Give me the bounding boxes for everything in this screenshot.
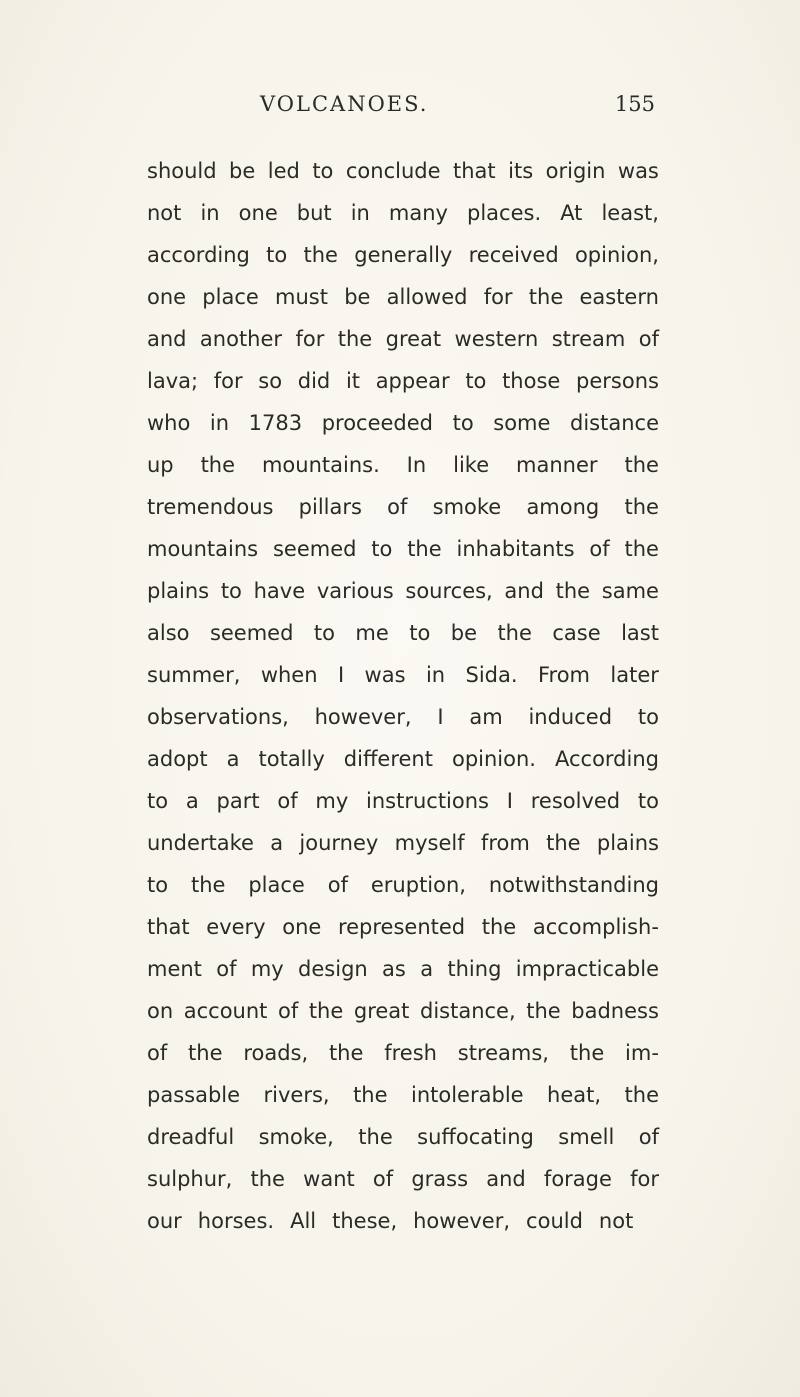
- page-number: 155: [614, 92, 655, 116]
- text-line: that every one represented the accomplish-: [147, 915, 659, 939]
- text-line: also seemed to me to be the case last: [147, 621, 659, 645]
- text-line: according to the generally received opinion,: [147, 243, 659, 267]
- text-line: lava; for so did it appear to those persons: [147, 369, 659, 393]
- text-line: sulphur, the want of grass and forage for: [147, 1167, 659, 1191]
- running-title: VOLCANOES.: [260, 92, 429, 116]
- text-line: summer, when I was in Sida. From later: [147, 663, 659, 687]
- text-line: passable rivers, the intolerable heat, the: [147, 1083, 659, 1107]
- text-line: not in one but in many places. At least,: [147, 201, 659, 225]
- text-line: plains to have various sources, and the same: [147, 579, 659, 603]
- text-line: undertake a journey myself from the plains: [147, 831, 659, 855]
- text-line: on account of the great distance, the badness: [147, 999, 659, 1023]
- page-header: [260, 92, 655, 122]
- text-line: up the mountains. In like manner the: [147, 453, 659, 477]
- text-line: one place must be allowed for the eastern: [147, 285, 659, 309]
- text-line: ment of my design as a thing impracticable: [147, 957, 659, 981]
- text-line: tremendous pillars of smoke among the: [147, 495, 659, 519]
- text-line: and another for the great western stream of: [147, 327, 659, 351]
- text-line: should be led to conclude that its origin was: [147, 159, 659, 183]
- text-line: to the place of eruption, notwithstanding: [147, 873, 659, 897]
- text-line: adopt a totally different opinion. According: [147, 747, 659, 771]
- body-text: [147, 150, 659, 1242]
- text-line: our horses. All these, however, could not: [147, 1209, 634, 1233]
- text-line: observations, however, I am induced to: [147, 705, 659, 729]
- text-line: mountains seemed to the inhabitants of the: [147, 537, 659, 561]
- text-line: to a part of my instructions I resolved to: [147, 789, 659, 813]
- text-line: of the roads, the fresh streams, the im-: [147, 1041, 659, 1065]
- text-line: dreadful smoke, the suffocating smell of: [147, 1125, 659, 1149]
- text-line: who in 1783 proceeded to some distance: [147, 411, 659, 435]
